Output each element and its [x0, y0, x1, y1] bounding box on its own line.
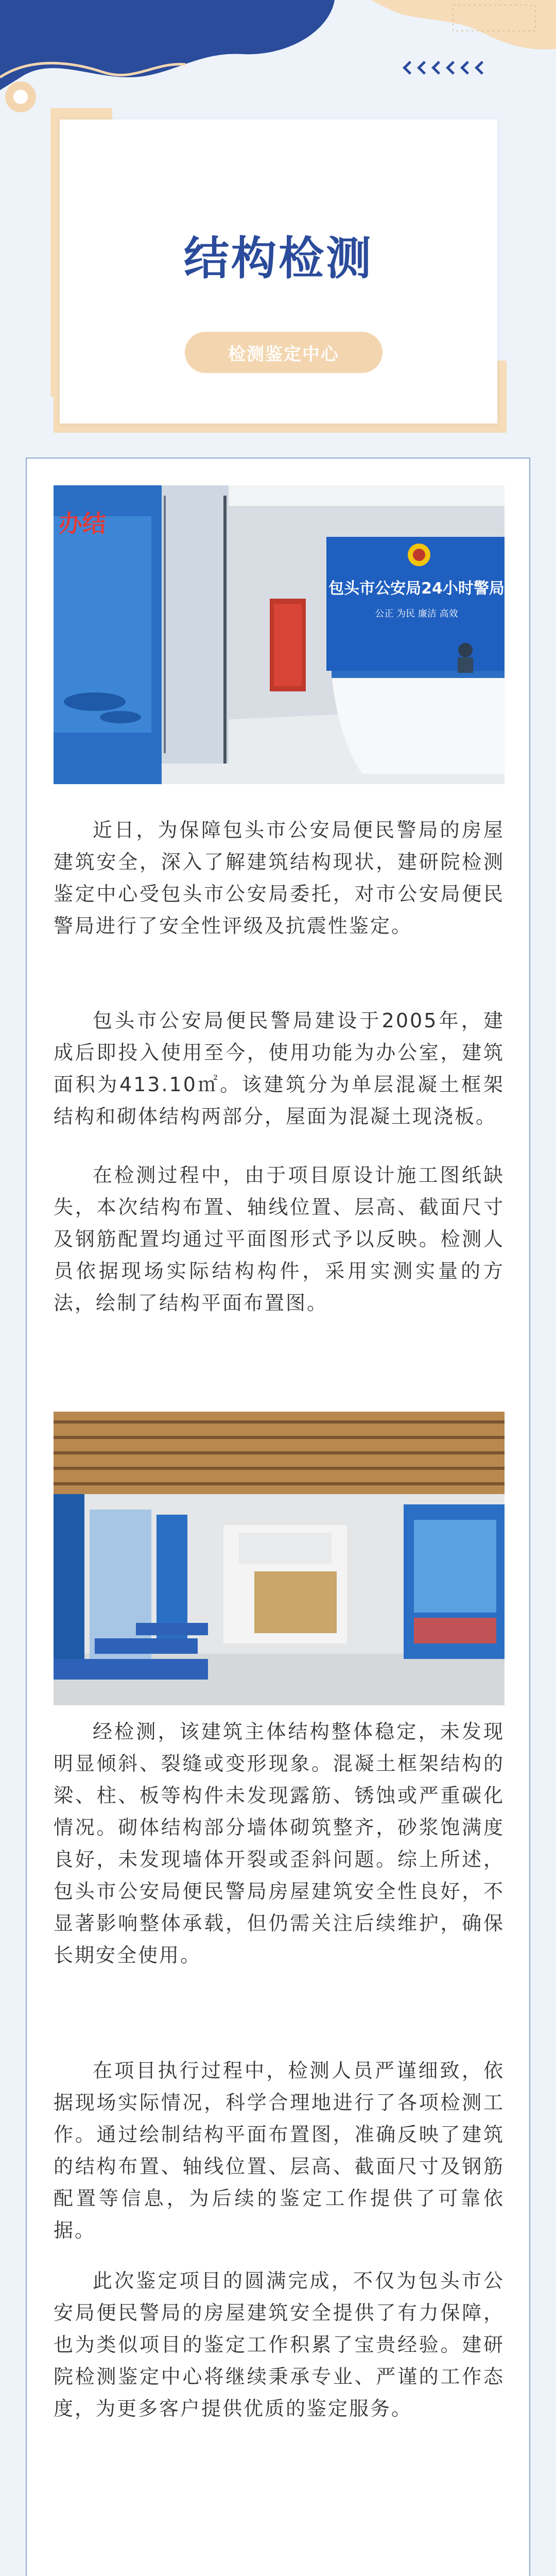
title-card [60, 120, 497, 423]
chevron-left-icon [461, 61, 472, 75]
chevron-left-icon [432, 61, 443, 75]
article-paragraph: 此次鉴定项目的圆满完成，不仅为包头市公安局便民警局的房屋建筑安全提供了有力保障，也为类似项目的鉴定工作积累了宝贵经验。建研院检测鉴定中心将继续秉承专业、严谨的工作态度，为更多客户提供优质的鉴定服务。 [54, 2269, 505, 2420]
chevron-left-icon [418, 61, 428, 75]
chevron-left-icon [476, 61, 486, 75]
title-section [50, 108, 507, 433]
article-paragraph: 包头市公安局便民警局建设于2005年，建成后即投入使用至今，使用功能为办公室，建筑面积为413.10㎡。该建筑分为单层混凝土框架结构和砌体结构两部分，屋面为混凝土现浇板。 [54, 1009, 505, 1128]
chevron-left-icon [447, 61, 457, 75]
article-paragraph: 近日，为保障包头市公安局便民警局的房屋建筑安全，深入了解建筑结构现状，建研院检测鉴定中心受包头市公安局委托，对市公安局便民警局进行了安全性评级及抗震性鉴定。 [54, 819, 505, 937]
article-paragraph: 在检测过程中，由于项目原设计施工图纸缺失，本次结构布置、轴线位置、层高、截面尺寸及钢筋配置均通过平面图形式予以反映。检测人员依据现场实际结构构件，采用实测实量的方法，绘制了结构平面布置图。 [54, 1164, 505, 1314]
department-badge: 检测鉴定中心 [185, 332, 383, 373]
sign-title-text: 包头市公安局24小时警局 [328, 580, 505, 598]
page-title: 结构检测 [183, 232, 373, 285]
header-decoration [0, 0, 556, 118]
sign-motto-text: 公正 为民 廉洁 高效 [375, 608, 458, 619]
article-card [26, 457, 530, 2576]
article-paragraph: 在项目执行过程中，检测人员严谨细致，依据现场实际情况，科学合理地进行了各项检测工作。通过绘制结构平面布置图，准确反映了建筑的结构布置、轴线位置、层高、截面尺寸及钢筋配置等信息，为后续的鉴定工作提供了可靠依据。 [54, 2059, 505, 2242]
chevron-left-icon [404, 61, 414, 75]
chevron-decoration [404, 61, 486, 75]
police-station-waiting-hall-photo [54, 1412, 505, 1705]
wall-text: 办结 [59, 510, 106, 537]
article-paragraph: 经检测，该建筑主体结构整体稳定，未发现明显倾斜、裂缝或变形现象。混凝土框架结构的梁、柱、板等构件未发现露筋、锈蚀或严重碳化情况。砌体结构部分墙体砌筑整齐，砂浆饱满度良好，未发现墙体开裂或歪斜问题。综上所述，包头市公安局便民警局房屋建筑安全性良好，不显著影响整体承载，但仍需关注后续维护，确保长期安全使用。 [54, 1720, 505, 1967]
police-station-reception-photo [54, 485, 505, 784]
